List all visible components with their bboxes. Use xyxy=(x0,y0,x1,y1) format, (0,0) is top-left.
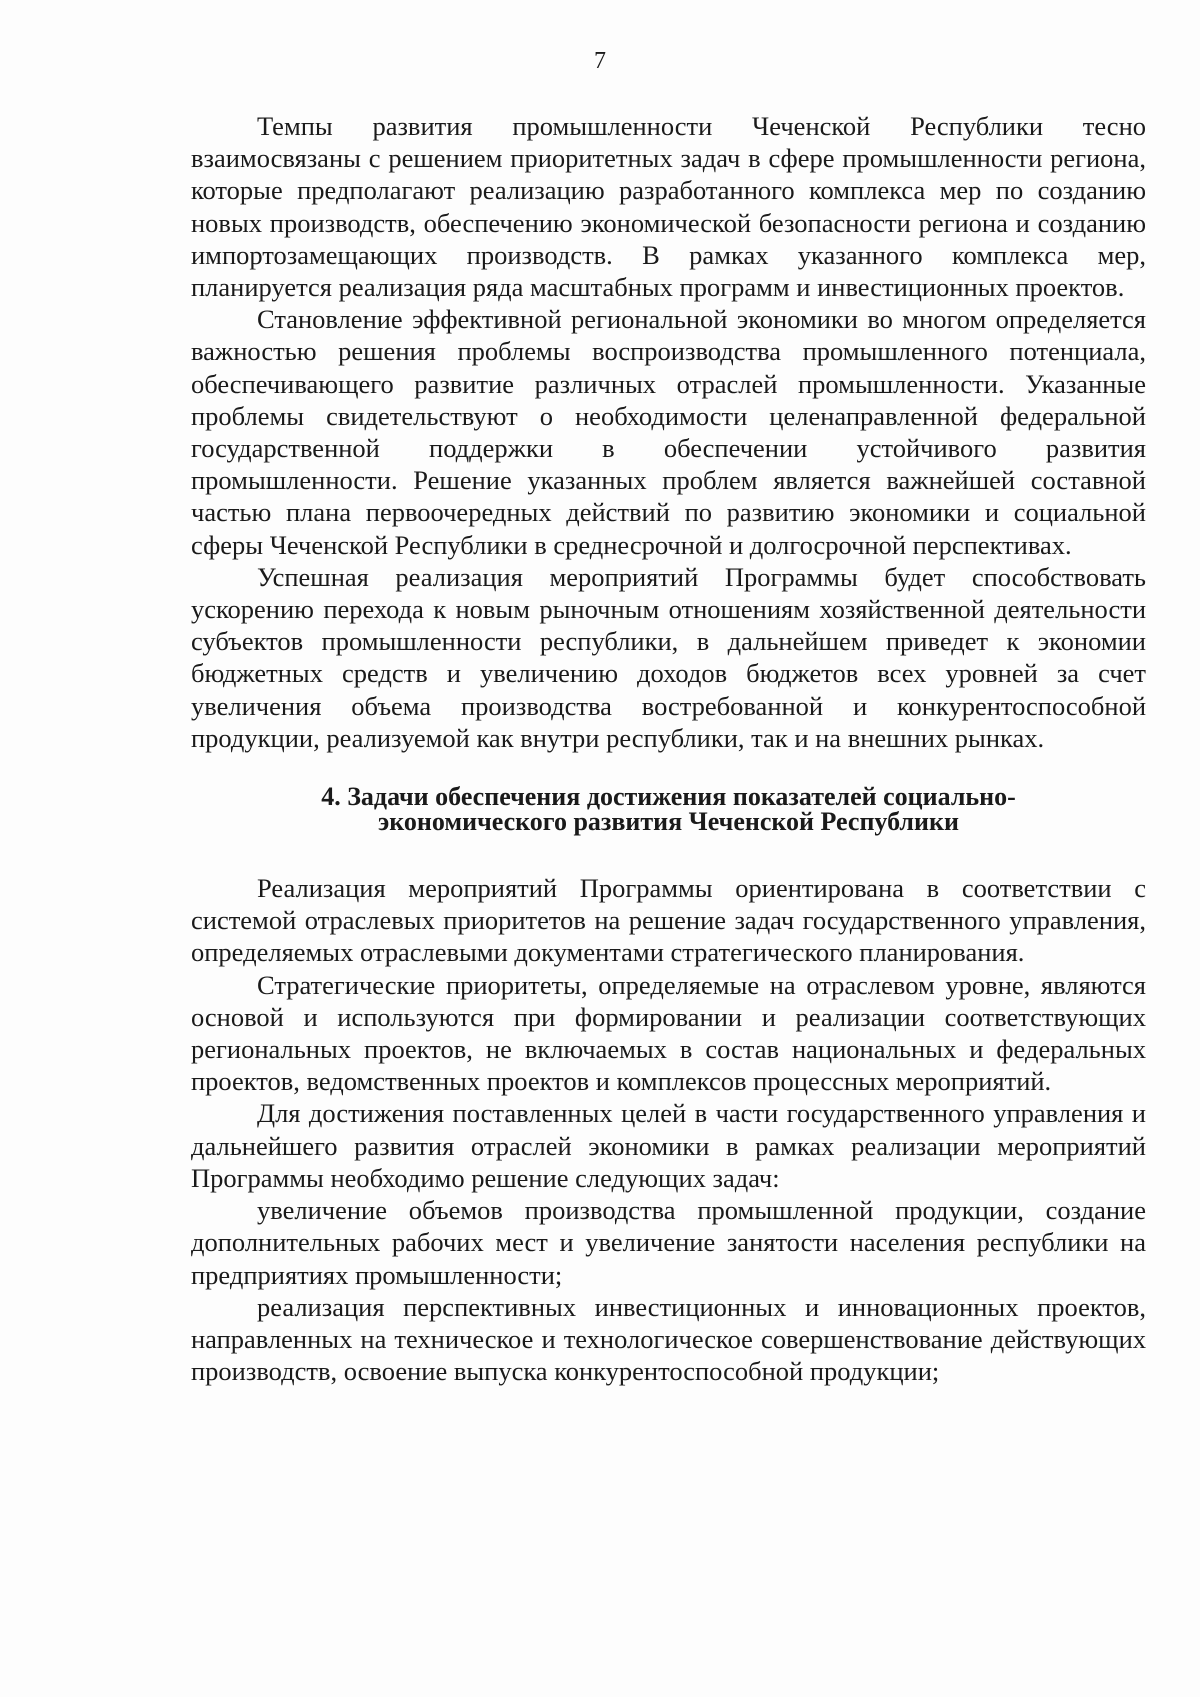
paragraph: Успешная реализация мероприятий Программы будет способствовать ускорению перехода к новым рыночным отношениям хозяйственной деятельности субъектов промышленности республики, в дальнейшем приведет к экономии бюджетных средств и увеличению доходов бюджетов всех уровней за счет увеличения объема производства востребованной и конкурентоспособной продукции, реализуемой как внутри республики, так и на внешних рынках. xyxy=(191,561,1146,753)
document-body xyxy=(191,110,1146,1387)
list-item-task: реализация перспективных инвестиционных и инновационных проектов, направленных на техническое и технологическое совершенствование действующих производств, освоение выпуска конкурентоспособной продукции; xyxy=(191,1291,1146,1387)
page-number: 7 xyxy=(594,48,606,74)
section-heading xyxy=(191,782,1146,837)
paragraph: Становление эффективной региональной экономики во многом определяется важностью решения проблемы воспроизводства промышленного потенциала, обеспечивающего развитие различных отраслей промышленности. Указанные проблемы свидетельствуют о необходимости целенаправленной федеральной государственной поддержки в обеспечении устойчивого развития промышленности. Решение указанных проблем является важнейшей составной частью плана первоочередных действий по развитию экономики и социальной сферы Чеченской Республики в среднесрочной и долгосрочной перспективах. xyxy=(191,304,1146,560)
paragraph: Реализация мероприятий Программы ориентирована в соответствии с системой отраслевых приоритетов на решение задач государственного управления, определяемых отраслевыми документами стратегического планирования. xyxy=(191,873,1146,968)
section-heading-line: экономического развития Чеченской Республики xyxy=(378,807,959,837)
section-heading-line: 4. Задачи обеспечения достижения показателей социально- xyxy=(321,782,1016,812)
paragraph: Для достижения поставленных целей в части государственного управления и дальнейшего развития отраслей экономики в рамках реализации мероприятий Программы необходимо решение следующих задач: xyxy=(191,1098,1146,1193)
paragraph: Темпы развития промышленности Чеченской Республики тесно взаимосвязаны с решением приоритетных задач в сфере промышленности региона, которые предполагают реализацию разработанного комплекса мер по созданию новых производств, обеспечению экономической безопасности региона и созданию импортозамещающих производств. В рамках указанного комплекса мер, планируется реализация ряда масштабных программ и инвестиционных проектов. xyxy=(191,111,1146,303)
paragraph: Стратегические приоритеты, определяемые на отраслевом уровне, являются основой и используются при формировании и реализации соответствующих региональных проектов, не включаемых в состав национальных и федеральных проектов, ведомственных проектов и комплексов процессных мероприятий. xyxy=(191,969,1146,1097)
list-item-task: увеличение объемов производства промышленной продукции, создание дополнительных рабочих мест и увеличение занятости населения республики на предприятиях промышленности; xyxy=(191,1195,1146,1290)
